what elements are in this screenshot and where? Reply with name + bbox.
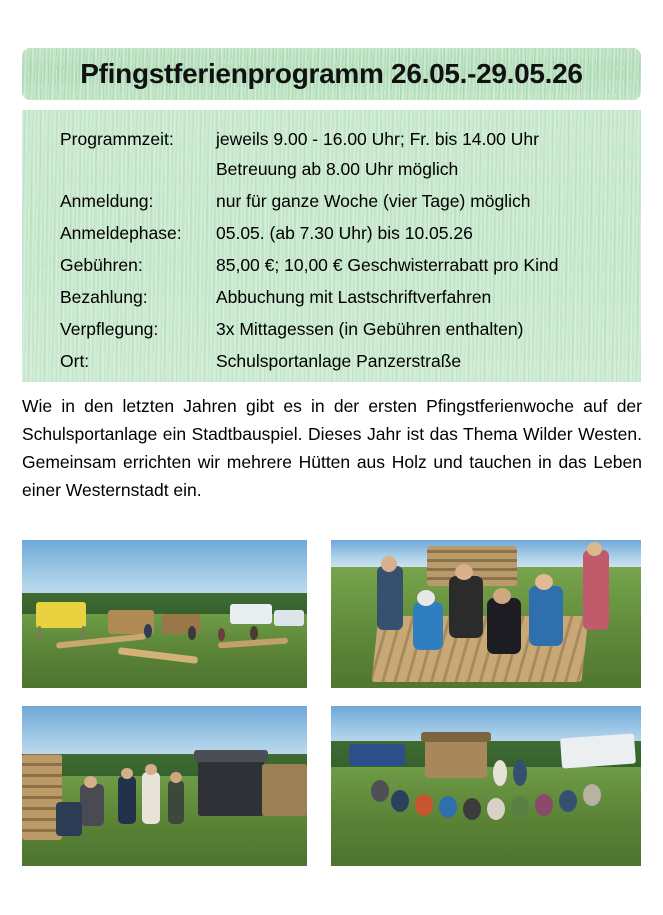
photo-child-seated bbox=[463, 798, 481, 820]
info-value-programmzeit bbox=[216, 124, 539, 184]
photo-person-head bbox=[84, 776, 97, 788]
photo-white-canopy bbox=[230, 604, 272, 624]
photo-child bbox=[529, 586, 563, 646]
photo-child-seated bbox=[559, 790, 577, 812]
info-value-anmeldung: nur für ganze Woche (vier Tage) möglich bbox=[216, 191, 531, 211]
photo-person bbox=[218, 628, 225, 641]
photo-wood-hut-roof bbox=[421, 732, 491, 742]
photo-person-head bbox=[170, 772, 182, 783]
photo-person bbox=[250, 626, 258, 640]
info-row bbox=[22, 218, 641, 248]
info-value-gebuehren: 85,00 €; 10,00 € Geschwisterrabatt pro Kind bbox=[216, 255, 559, 275]
photo-white-sail bbox=[560, 733, 636, 768]
photo-child-seated bbox=[415, 794, 433, 816]
info-value-line2: Betreuung ab 8.00 Uhr möglich bbox=[216, 159, 459, 179]
info-row bbox=[22, 314, 641, 344]
info-label-programmzeit: Programmzeit: bbox=[60, 129, 174, 149]
photo-child bbox=[377, 566, 403, 630]
photo-person bbox=[142, 772, 160, 824]
photo-child-head bbox=[455, 564, 473, 580]
photo-children-building-pallets bbox=[331, 540, 641, 688]
photo-child-head bbox=[493, 588, 511, 604]
info-row bbox=[22, 282, 641, 312]
info-box bbox=[22, 110, 641, 382]
photo-tent bbox=[198, 758, 264, 816]
photo-child bbox=[413, 602, 443, 650]
photo-person bbox=[168, 780, 184, 824]
photo-yellow-canopy bbox=[36, 602, 86, 628]
info-value-verpflegung: 3x Mittagessen (in Gebühren enthalten) bbox=[216, 319, 524, 339]
photo-child-standing bbox=[493, 760, 507, 786]
photo-person bbox=[144, 624, 152, 638]
info-value-line1: jeweils 9.00 - 16.00 Uhr; Fr. bis 14.00 Uhr bbox=[216, 129, 539, 149]
info-label-verpflegung: Verpflegung: bbox=[60, 319, 159, 339]
photo-tent-roof bbox=[194, 750, 268, 762]
photo-white-canopy bbox=[274, 610, 304, 626]
photo-child-head bbox=[535, 574, 553, 590]
photo-row bbox=[22, 540, 641, 688]
photo-child-standing bbox=[513, 760, 527, 786]
info-value-bezahlung: Abbuchung mit Lastschriftverfahren bbox=[216, 287, 492, 307]
body-paragraph: Wie in den letzten Jahren gibt es in der ersten Pfingstferienwoche auf der Schulsportanlage ein Stadtbauspiel. Dieses Jahr ist das Thema Wilder Westen. Gemeinsam errichten wir mehrere Hütten aus Holz und tauchen in das Leben einer Westernstadt ein. bbox=[22, 396, 642, 500]
photo-child-seated bbox=[487, 798, 505, 820]
photo-child-seated bbox=[439, 796, 457, 818]
info-label-anmeldung: Anmeldung: bbox=[60, 191, 154, 211]
photo-gallery bbox=[22, 540, 641, 884]
photo-western-town-tents bbox=[22, 706, 307, 866]
photo-row bbox=[22, 706, 641, 866]
info-value-anmeldephase: 05.05. (ab 7.30 Uhr) bis 10.05.26 bbox=[216, 223, 473, 243]
photo-person-head bbox=[145, 764, 157, 775]
info-label-anmeldephase: Anmeldephase: bbox=[60, 223, 182, 243]
photo-person bbox=[80, 784, 104, 826]
photo-child bbox=[449, 576, 483, 638]
title-banner bbox=[22, 48, 641, 100]
photo-wood-hut bbox=[425, 740, 487, 778]
photo-child-head bbox=[381, 556, 397, 572]
info-row bbox=[22, 124, 641, 184]
photo-person-head bbox=[121, 768, 133, 779]
page-title: Pfingstferienprogramm 26.05.-29.05.26 bbox=[80, 58, 583, 89]
photo-person bbox=[118, 776, 136, 824]
photo-child-seated bbox=[391, 790, 409, 812]
photo-child bbox=[487, 598, 521, 654]
photo-group-circle-on-lawn bbox=[331, 706, 641, 866]
photo-adult-head bbox=[587, 542, 602, 556]
info-label-gebuehren: Gebühren: bbox=[60, 255, 143, 275]
photo-field-with-huts bbox=[22, 540, 307, 688]
photo-yellow-canopy-post bbox=[38, 626, 41, 640]
photo-child-seated bbox=[535, 794, 553, 816]
photo-child-head bbox=[417, 590, 435, 606]
photo-blue-canopy bbox=[349, 744, 405, 766]
info-label-ort: Ort: bbox=[60, 351, 90, 371]
info-label-bezahlung: Bezahlung: bbox=[60, 287, 148, 307]
info-row bbox=[22, 346, 641, 376]
info-row bbox=[22, 250, 641, 280]
photo-barrel bbox=[56, 802, 82, 836]
photo-person bbox=[188, 626, 196, 640]
photo-yellow-canopy-post bbox=[82, 626, 85, 640]
photo-child-seated bbox=[371, 780, 389, 802]
photo-hut bbox=[262, 764, 307, 816]
photo-adult bbox=[583, 550, 609, 630]
info-value-ort: Schulsportanlage Panzerstraße bbox=[216, 351, 462, 371]
photo-child-seated bbox=[511, 796, 529, 818]
info-row bbox=[22, 186, 641, 216]
photo-child-seated bbox=[583, 784, 601, 806]
